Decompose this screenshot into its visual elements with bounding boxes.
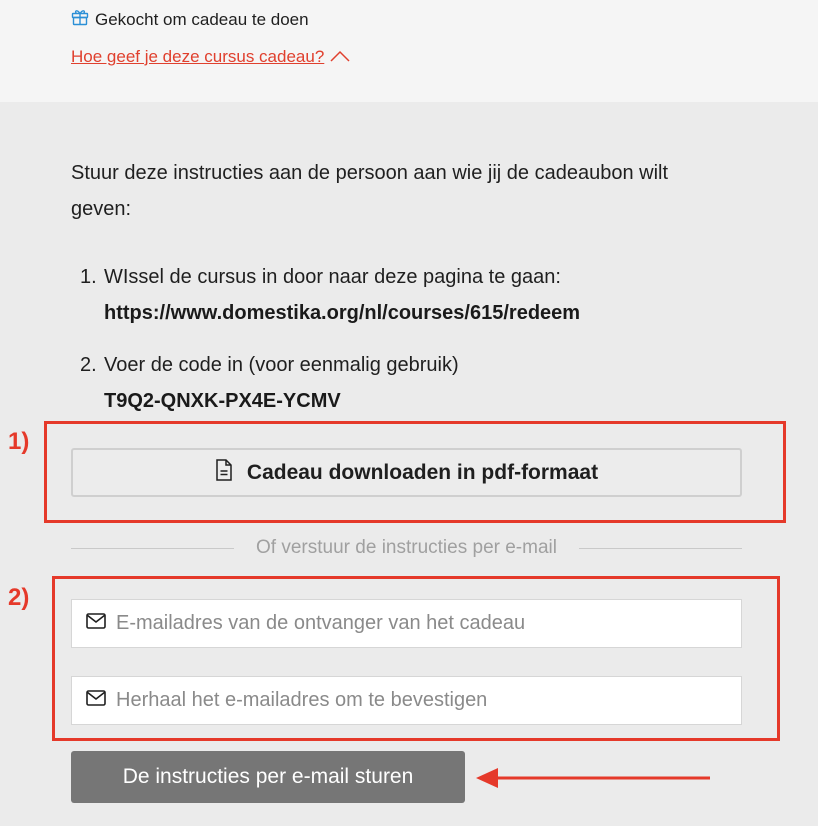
gift-info-section bbox=[0, 0, 818, 102]
step-code bbox=[80, 347, 720, 419]
annotation-label-2: 2) bbox=[8, 584, 30, 611]
or-divider bbox=[71, 536, 742, 560]
gift-icon bbox=[71, 8, 89, 31]
gift-status-label: Gekocht om cadeau te doen bbox=[95, 9, 309, 29]
redeem-url: https://www.domestika.org/nl/courses/615/redeem bbox=[104, 302, 581, 324]
chevron-up-icon bbox=[330, 47, 350, 67]
envelope-icon bbox=[86, 690, 106, 711]
envelope-icon bbox=[86, 613, 106, 634]
step-text: Voer de code in (voor eenmalig gebruik) bbox=[104, 354, 459, 376]
annotation-label-1: 1) bbox=[8, 428, 30, 455]
step-text: WIssel de cursus in door naar deze pagina te gaan: bbox=[104, 266, 561, 288]
step-number: 1. bbox=[80, 266, 97, 288]
send-instructions-button[interactable]: De instructies per e-mail sturen bbox=[71, 751, 465, 803]
confirm-email-input[interactable] bbox=[116, 689, 741, 712]
instructions-intro: Stuur deze instructies aan de persoon aan wie jij de cadeaubon wilt geven: bbox=[71, 162, 669, 220]
download-pdf-button[interactable] bbox=[71, 448, 742, 497]
gift-code: T9Q2-QNXK-PX4E-YCMV bbox=[104, 390, 341, 412]
document-icon bbox=[215, 459, 233, 487]
divider-line bbox=[71, 548, 234, 549]
divider-text: Of verstuur de instructies per e-mail bbox=[256, 537, 557, 558]
step-number: 2. bbox=[80, 354, 97, 376]
arrow-annotation-icon bbox=[474, 766, 714, 790]
instructions-steps bbox=[80, 259, 720, 435]
divider-line bbox=[579, 548, 742, 549]
how-to-gift-link[interactable] bbox=[71, 47, 350, 67]
gift-status bbox=[71, 8, 309, 31]
recipient-email-field[interactable] bbox=[71, 599, 742, 648]
recipient-email-input[interactable] bbox=[116, 612, 741, 635]
download-pdf-label: Cadeau downloaden in pdf-formaat bbox=[246, 460, 599, 484]
step-redeem bbox=[80, 259, 720, 331]
confirm-email-field[interactable] bbox=[71, 676, 742, 725]
how-to-gift-label: Hoe geef je deze cursus cadeau? bbox=[71, 47, 325, 66]
